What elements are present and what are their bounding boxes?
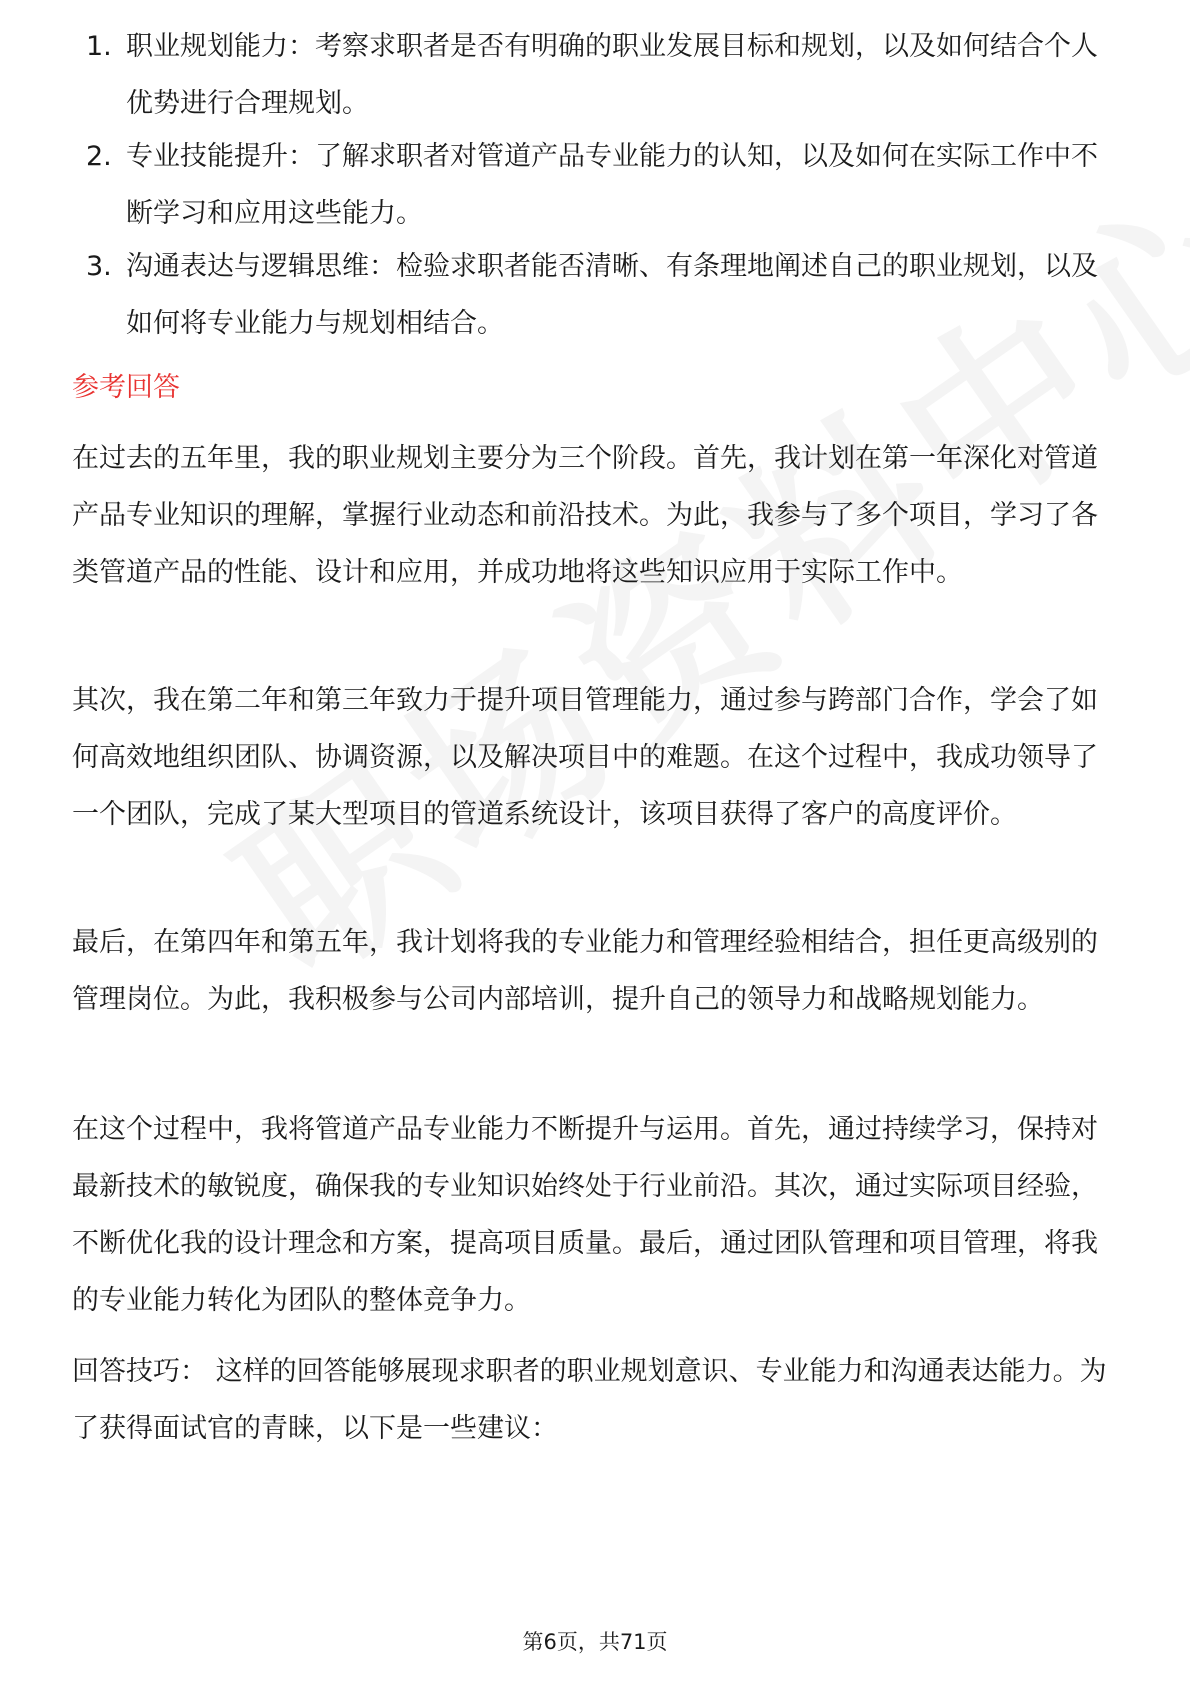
list-number: 3. bbox=[86, 251, 112, 282]
list-number: 2. bbox=[86, 141, 112, 172]
paragraph: 其次，我在第二年和第三年致力于提升项目管理能力，通过参与跨部门合作，学会了如何高效地组织团队、协调资源，以及解决项目中的难题。在这个过程中，我成功领导了一个团队，完成了某大型项目的管道系统设计，该项目获得了客户的高度评价。 bbox=[72, 685, 1098, 830]
paragraph: 在这个过程中，我将管道产品专业能力不断提升与运用。首先，通过持续学习，保持对最新技术的敏锐度，确保我的专业知识始终处于行业前沿。其次，通过实际项目经验，不断优化我的设计理念和方案，提高项目质量。最后，通过团队管理和项目管理，将我的专业能力转化为团队的整体竞争力。 bbox=[72, 1114, 1098, 1316]
paragraph: 最后，在第四年和第五年，我计划将我的专业能力和管理经验相结合，担任更高级别的管理岗位。为此，我积极参与公司内部培训，提升自己的领导力和战略规划能力。 bbox=[72, 927, 1098, 1015]
page-number: 第6页，共71页 bbox=[522, 1630, 668, 1654]
list-text: 沟通表达与逻辑思维：检验求职者能否清晰、有条理地阐述自己的职业规划，以及如何将专业能力与规划相结合。 bbox=[126, 251, 1098, 339]
paragraph: 在过去的五年里，我的职业规划主要分为三个阶段。首先，我计划在第一年深化对管道产品专业知识的理解，掌握行业动态和前沿技术。为此，我参与了多个项目，学习了各类管道产品的性能、设计和应用，并成功地将这些知识应用于实际工作中。 bbox=[72, 443, 1098, 588]
list-item bbox=[72, 238, 1118, 352]
list-number: 1. bbox=[86, 31, 112, 62]
list-text: 职业规划能力：考察求职者是否有明确的职业发展目标和规划，以及如何结合个人优势进行合理规划。 bbox=[126, 31, 1098, 119]
list-item bbox=[72, 128, 1118, 242]
list-text: 专业技能提升：了解求职者对管道产品专业能力的认知，以及如何在实际工作中不断学习和应用这些能力。 bbox=[126, 141, 1098, 229]
criteria-list bbox=[72, 18, 1118, 352]
paragraph: 回答技巧： 这样的回答能够展现求职者的职业规划意识、专业能力和沟通表达能力。为了获得面试官的青睐，以下是一些建议： bbox=[72, 1356, 1107, 1444]
section-heading: 参考回答 bbox=[72, 372, 180, 403]
list-item bbox=[72, 18, 1118, 132]
